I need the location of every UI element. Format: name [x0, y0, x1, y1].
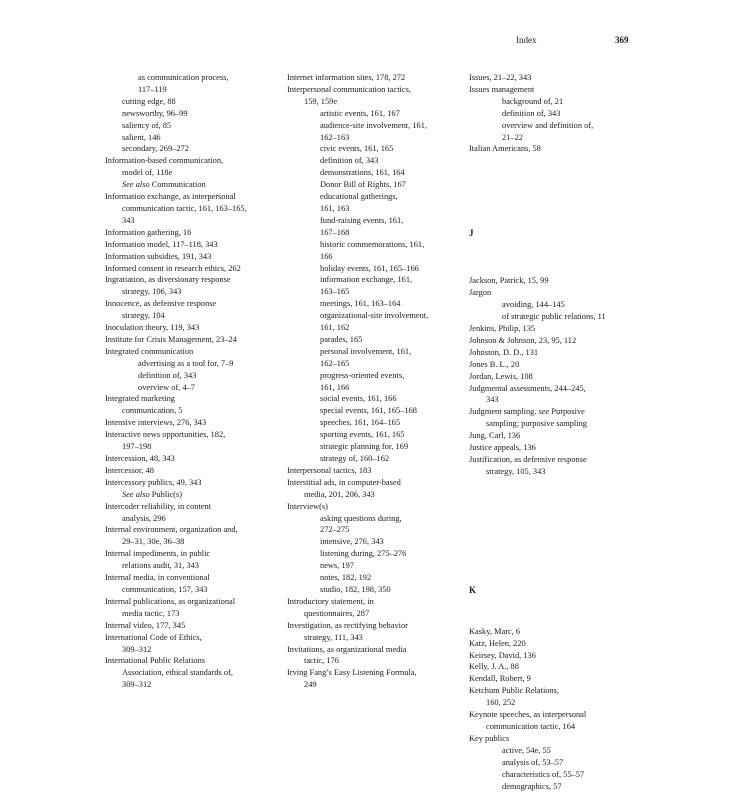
- index-entry-text: audience-site involvement, 161,: [320, 120, 427, 130]
- index-entry: [469, 275, 641, 287]
- index-entry: [105, 298, 277, 310]
- index-entry: [287, 441, 459, 453]
- index-entry: [287, 584, 459, 596]
- index-entry-text: Intercession, 48, 343: [105, 454, 175, 463]
- index-entry-text: Jackson, Patrick, 15, 99: [469, 276, 549, 286]
- index-entry: [287, 477, 459, 489]
- index-entry-text: intensive, 276, 343: [320, 537, 384, 547]
- index-entry-text: Association, ethical standards of,: [122, 668, 233, 678]
- index-entry: [469, 394, 641, 406]
- index-entry: [469, 359, 641, 371]
- index-entry: [469, 661, 641, 673]
- index-entry-text: 272–275: [320, 525, 350, 535]
- index-group-j: [469, 275, 641, 477]
- index-entry: [469, 697, 641, 709]
- index-entry-text: 161, 163: [320, 203, 350, 213]
- index-entry-text: Italian Americans, 58: [469, 144, 541, 154]
- index-entry-text: Internal video, 177, 345: [105, 620, 186, 630]
- index-entry: [469, 418, 641, 430]
- index-entry: [105, 143, 277, 155]
- index-entry-text: meetings, 161, 163–164: [320, 299, 401, 309]
- index-entry-text: Interactive news opportunities, 182,: [105, 430, 226, 440]
- index-entry: [469, 781, 641, 793]
- index-entry: [287, 620, 459, 632]
- index-entry: [105, 644, 277, 656]
- index-entry: [469, 638, 641, 650]
- index-entry: [287, 644, 459, 656]
- index-entry-text: communication tactic, 161, 163–165,: [122, 203, 247, 213]
- index-entry-text: 249: [304, 680, 317, 690]
- index-column-1: [105, 72, 277, 691]
- index-entry: [287, 393, 459, 405]
- index-entry-text: salient, 146: [122, 132, 161, 142]
- index-entry-text: progress-oriented events,: [320, 370, 405, 380]
- index-entry: [105, 584, 277, 596]
- index-entry-text: Kelly, J. A., 88: [469, 662, 519, 672]
- index-entry: [105, 477, 277, 489]
- index-entry: [287, 155, 459, 167]
- index-entry: [287, 84, 459, 96]
- index-entry-text: Irving Fang’s Easy Listening Formula,: [287, 668, 417, 678]
- index-entry-text: Keirsey, David, 136: [469, 650, 536, 660]
- header-section-title: Index: [516, 35, 537, 45]
- index-entry: [469, 96, 641, 108]
- index-entry-text: Invitations, as organizational media: [287, 644, 407, 654]
- index-entry: [287, 108, 459, 120]
- index-entry-text: cutting edge, 88: [122, 96, 176, 106]
- index-entry-text: Donor Bill of Rights, 167: [320, 180, 406, 190]
- see-also-label: See also: [122, 489, 150, 499]
- index-entry: [469, 347, 641, 359]
- index-entry-text: definition of, 343: [138, 370, 197, 380]
- index-entry: [105, 72, 277, 84]
- index-entry: [287, 227, 459, 239]
- index-entry: [469, 442, 641, 454]
- index-entry: [105, 393, 277, 405]
- index-entry-text: Intercessory publics, 49, 343: [105, 477, 202, 487]
- index-entry: [105, 84, 277, 96]
- index-entry-text: Justice appeals, 136: [469, 443, 536, 453]
- index-entry: [469, 673, 641, 685]
- index-entry-text: Information model, 117–118, 343: [105, 239, 218, 249]
- index-entry: [287, 608, 459, 620]
- index-entry-text: strategy, 104: [122, 311, 165, 321]
- index-entry-text: 21–22: [502, 132, 523, 142]
- index-entry: [469, 120, 641, 132]
- index-entry-text: Johnson & Johnson, 23, 95, 112: [469, 335, 577, 345]
- index-entry: [105, 453, 277, 465]
- index-entry: [105, 370, 277, 382]
- index-entry-text: Information subsidies, 191, 343: [105, 251, 212, 261]
- index-entry: [287, 72, 459, 84]
- index-entry-text: Key publics: [469, 733, 510, 743]
- index-entry: [105, 167, 277, 179]
- index-entry-text: Institute for Crisis Management, 23–24: [105, 334, 237, 344]
- index-entry-text: Investigation, as rectifying behavior: [287, 620, 408, 630]
- index-entry-text: fund-raising events, 161,: [320, 215, 404, 225]
- index-entry-text: active, 54e, 55: [502, 745, 551, 755]
- index-entry-text: strategic planning for, 169: [320, 442, 409, 452]
- index-entry-text: Inoculation theory, 119, 343: [105, 323, 200, 333]
- index-entry: [105, 179, 277, 191]
- index-entry: [469, 108, 641, 120]
- index-entry: [287, 96, 459, 108]
- index-entry-text: Issues management: [469, 84, 535, 94]
- index-entry-text: 159, 159e: [304, 96, 338, 106]
- index-entry: [287, 417, 459, 429]
- index-entry-text: communication tactic, 164: [486, 722, 576, 731]
- page-number: 369: [615, 35, 629, 45]
- index-entry-text: Jung, Carl, 136: [469, 431, 521, 441]
- index-entry-text: Jordan, Lewis, 108: [469, 371, 533, 381]
- index-entry: [287, 358, 459, 370]
- index-entry: [105, 417, 277, 429]
- index-entry-text: historic commemorations, 161,: [320, 239, 425, 249]
- index-entry: [105, 513, 277, 525]
- index-entry: [105, 655, 277, 667]
- index-entry-text: Justification, as defensive response: [469, 454, 587, 464]
- index-entry: [287, 453, 459, 465]
- index-entry-text: parades, 165: [320, 334, 363, 344]
- index-entry: [105, 489, 277, 501]
- index-entry-text: saliency of, 85: [122, 120, 172, 130]
- index-entry-text: International Public Relations: [105, 656, 206, 666]
- index-entry-text: Communication: [149, 180, 206, 190]
- index-entry: [105, 596, 277, 608]
- index-entry-text: Judgment sampling.: [469, 407, 539, 417]
- index-entry-text: Information gathering, 16: [105, 227, 192, 237]
- index-entry: [469, 299, 641, 311]
- index-entry-text: Kasky, Marc, 6: [469, 626, 521, 636]
- index-entry: [287, 203, 459, 215]
- index-entry-text: Intercoder reliability, in content: [105, 501, 211, 511]
- index-entry-text: Interpersonal tactics, 183: [287, 465, 372, 475]
- index-entry: [105, 274, 277, 286]
- index-entry-text: Intercessor, 48: [105, 465, 154, 475]
- index-entry: [105, 322, 277, 334]
- index-entry: [287, 263, 459, 275]
- index-entry: [105, 465, 277, 477]
- index-entry-text: asking questions during,: [320, 513, 402, 523]
- see-label: see: [538, 407, 550, 417]
- section-letter-k: K: [469, 584, 477, 595]
- index-entry: [287, 632, 459, 644]
- section-letter-j: J: [469, 228, 474, 239]
- index-entry-text: educational gatherings,: [320, 192, 398, 202]
- running-header: [0, 33, 735, 47]
- index-entry-text: model of, 118e: [122, 168, 173, 178]
- index-entry: [469, 769, 641, 781]
- index-entry-text: 309–312: [122, 680, 152, 690]
- index-entry-text: 162–165: [320, 358, 350, 368]
- index-entry: [105, 120, 277, 132]
- index-entry-text: characteristics of, 55–57: [502, 769, 585, 779]
- index-entry: [469, 709, 641, 721]
- index-entry-text: relations audit, 31, 343: [122, 561, 199, 571]
- index-entry: [105, 667, 277, 679]
- index-entry: [287, 239, 459, 251]
- index-entry: [469, 72, 641, 84]
- index-entry: [469, 323, 641, 335]
- index-entry-text: media, 201, 206, 343: [304, 489, 375, 499]
- index-entry: [469, 371, 641, 383]
- index-entry: [105, 632, 277, 644]
- index-entry: [469, 650, 641, 662]
- index-entry: [287, 548, 459, 560]
- index-entry-text: personal involvement, 161,: [320, 346, 412, 356]
- index-entry: [105, 358, 277, 370]
- index-entry: [287, 167, 459, 179]
- index-entry-text: strategy of, 160–162: [320, 454, 390, 463]
- index-entry: [105, 286, 277, 298]
- index-entry-text: Public(s): [149, 489, 183, 499]
- index-entry: [469, 383, 641, 395]
- index-entry: [287, 120, 459, 132]
- index-entry: [287, 310, 459, 322]
- index-entry: [105, 382, 277, 394]
- index-entry: [105, 548, 277, 560]
- index-entry-text: Internet information sites, 178, 272: [287, 73, 406, 82]
- index-entry: [105, 108, 277, 120]
- index-entry: [469, 721, 641, 733]
- index-entry: [287, 465, 459, 477]
- index-entry: [105, 215, 277, 227]
- index-entry-text: Informed consent in research ethics, 262: [105, 263, 241, 273]
- see-also-label: See also: [122, 180, 150, 190]
- index-entry-text: 29–31, 30e, 36–38: [122, 537, 185, 547]
- index-entry: [469, 311, 641, 323]
- index-entry: [469, 757, 641, 769]
- index-entry: [287, 191, 459, 203]
- index-entry: [287, 501, 459, 513]
- index-entry-text: organizational-site involvement,: [320, 311, 429, 321]
- index-entry-text: strategy, 105, 343: [486, 466, 546, 476]
- index-entry: [105, 608, 277, 620]
- index-entry-text: 309–312: [122, 644, 152, 654]
- index-entry-text: 160, 252: [486, 698, 516, 708]
- index-entry: [105, 560, 277, 572]
- index-entry-text: communication, 157, 343: [122, 584, 208, 594]
- index-entry: [287, 274, 459, 286]
- index-entry-text: demonstrations, 161, 164: [320, 168, 405, 178]
- index-entry: [287, 524, 459, 536]
- index-entry-text: sporting events, 161, 165: [320, 430, 405, 440]
- index-group-i: [469, 72, 641, 155]
- index-entry: [105, 536, 277, 548]
- index-entry-text: 163–165: [320, 287, 350, 297]
- index-entry-text: definition of, 343: [320, 156, 379, 166]
- index-entry-text: analysis, 296: [122, 513, 166, 523]
- index-entry: [469, 406, 641, 418]
- index-entry: [105, 620, 277, 632]
- index-entry-text: listening during, 275–276: [320, 549, 407, 559]
- index-entry: [469, 287, 641, 299]
- index-entry: [287, 655, 459, 667]
- index-entry-text: Internal impediments, in public: [105, 549, 211, 559]
- index-entry: [469, 84, 641, 96]
- index-entry-text: Internal environment, organization and,: [105, 525, 238, 535]
- index-entry-text: Integrated marketing: [105, 394, 175, 404]
- index-entry-text: civic events, 161, 165: [320, 144, 394, 154]
- index-entry: [105, 429, 277, 441]
- index-entry-text: Judgmental assessments, 244–245,: [469, 383, 586, 393]
- index-entry-text: advertising as a tool for, 7–9: [138, 358, 234, 368]
- index-entry: [105, 263, 277, 275]
- index-entry: [105, 310, 277, 322]
- index-entry-text: Jargon: [469, 288, 492, 298]
- index-entry-text: Innocence, as defensive response: [105, 299, 217, 309]
- index-entry: [287, 572, 459, 584]
- index-entry-text: Jenkins, Philip, 135: [469, 323, 536, 333]
- index-entry-text: strategy, 111, 343: [304, 632, 363, 642]
- index-entry-text: of strategic public relations, 11: [502, 312, 606, 322]
- index-entry-text: Katz, Helen, 220: [469, 638, 526, 648]
- index-entry-text: Kendall, Robert, 9: [469, 674, 531, 684]
- index-entry: [105, 227, 277, 239]
- index-entry-text: avoiding, 144–145: [502, 300, 565, 310]
- index-entry: [469, 132, 641, 144]
- index-entry: [469, 685, 641, 697]
- index-entry: [287, 143, 459, 155]
- index-entry: [287, 429, 459, 441]
- index-entry: [287, 679, 459, 691]
- index-entry: [469, 626, 641, 638]
- index-entry-text: as communication process,: [138, 73, 229, 82]
- index-entry-text: social events, 161, 166: [320, 394, 397, 404]
- index-entry-text: Interstitial ads, in computer-based: [287, 477, 401, 487]
- index-entry-text: Jones B. L., 20: [469, 359, 520, 369]
- index-entry-text: Interview(s): [287, 501, 328, 511]
- index-entry: [105, 155, 277, 167]
- index-entry-text: overview of, 4–7: [138, 382, 195, 392]
- index-entry-text: 343: [122, 215, 135, 225]
- index-entry-text: secondary, 269–272: [122, 144, 189, 154]
- index-entry: [287, 489, 459, 501]
- index-entry: [105, 501, 277, 513]
- index-entry: [105, 441, 277, 453]
- index-entry: [287, 334, 459, 346]
- index-entry: [105, 679, 277, 691]
- index-entry: [287, 132, 459, 144]
- index-entry: [287, 346, 459, 358]
- index-entry: [105, 572, 277, 584]
- index-entry: [469, 430, 641, 442]
- index-entry: [469, 733, 641, 745]
- index-entry-text: overview and definition of,: [502, 120, 594, 130]
- index-entry: [469, 745, 641, 757]
- index-entry-text: media tactic, 173: [122, 608, 180, 618]
- index-entry: [287, 596, 459, 608]
- index-entry-text: 197–198: [122, 442, 152, 452]
- index-entry-text: Intensive interviews, 276, 343: [105, 418, 207, 428]
- index-entry-text: strategy, 106, 343: [122, 287, 182, 297]
- index-entry-text: artistic events, 161, 167: [320, 108, 400, 118]
- index-entry: [105, 405, 277, 417]
- index-entry-text: speeches, 161, 164–165: [320, 418, 401, 428]
- index-entry: [469, 454, 641, 466]
- index-entry: [105, 524, 277, 536]
- index-entry-text: International Code of Ethics,: [105, 632, 202, 642]
- index-entry-text: holiday events, 161, 165–166: [320, 263, 419, 273]
- index-entry-text: studio, 182, 198, 350: [320, 584, 391, 594]
- index-entry-text: Purposive: [549, 407, 585, 417]
- index-entry: [287, 215, 459, 227]
- index-entry-text: 117–119: [138, 84, 167, 94]
- index-entry-text: questionnaires, 287: [304, 608, 370, 618]
- index-entry-text: sampling; purposive sampling: [486, 419, 587, 429]
- index-entry-text: Interpersonal communication tactics,: [287, 84, 411, 94]
- index-entry: [287, 370, 459, 382]
- index-entry: [287, 513, 459, 525]
- index-entry: [287, 382, 459, 394]
- index-entry-text: information exchange, 161,: [320, 275, 413, 285]
- index-entry-text: Issues, 21–22, 343: [469, 73, 532, 82]
- index-entry-text: Introductory statement, in: [287, 596, 374, 606]
- index-entry-text: Information exchange, as interpersonal: [105, 192, 236, 202]
- index-entry: [287, 536, 459, 548]
- index-entry-text: notes, 182, 192: [320, 573, 372, 583]
- index-entry: [287, 251, 459, 263]
- index-entry-text: 161, 166: [320, 382, 350, 392]
- index-entry-text: demographics, 57: [502, 781, 562, 791]
- index-entry: [105, 203, 277, 215]
- index-entry-text: 343: [486, 395, 499, 405]
- index-entry: [287, 405, 459, 417]
- index-entry: [469, 466, 641, 478]
- index-entry: [105, 334, 277, 346]
- index-entry: [287, 179, 459, 191]
- index-entry: [105, 239, 277, 251]
- index-entry-text: Johnston, D. D., 131: [469, 347, 539, 357]
- index-entry: [287, 560, 459, 572]
- index-entry: [287, 298, 459, 310]
- index-entry-text: background of, 21: [502, 96, 564, 106]
- index-entry-text: Ingratiation, as diversionary response: [105, 275, 231, 285]
- index-entry: [287, 322, 459, 334]
- index-entry-text: 167–168: [320, 227, 350, 237]
- index-entry-text: Keynote speeches, as interpersonal: [469, 710, 587, 720]
- index-entry: [287, 286, 459, 298]
- index-entry-text: special events, 161, 165–168: [320, 406, 417, 416]
- index-entry-text: analysis of, 53–57: [502, 757, 564, 767]
- index-entry: [287, 667, 459, 679]
- index-column-2: [287, 72, 459, 691]
- index-column-3: [469, 72, 641, 792]
- index-entry: [469, 335, 641, 347]
- index-entry: [105, 191, 277, 203]
- index-entry: [105, 251, 277, 263]
- index-entry-text: tactic, 176: [304, 656, 339, 666]
- index-entry-text: definition of, 343: [502, 108, 561, 118]
- index-entry-text: communication, 5: [122, 406, 183, 416]
- index-entry-text: Integrated communication: [105, 346, 194, 356]
- index-entry: [469, 143, 641, 155]
- index-entry-text: Information-based communication,: [105, 156, 224, 166]
- index-entry-text: 161, 162: [320, 323, 350, 333]
- index-entry: [105, 96, 277, 108]
- index-entry-text: Internal media, in conventional: [105, 573, 210, 583]
- index-entry-text: Internal publications, as organizational: [105, 596, 236, 606]
- index-entry: [105, 346, 277, 358]
- index-entry: [105, 132, 277, 144]
- index-entry-text: news, 197: [320, 561, 354, 571]
- index-entry-text: 166: [320, 251, 333, 261]
- index-entry-text: Ketchum Public Relations,: [469, 686, 560, 696]
- index-entry-text: 162–163: [320, 132, 350, 142]
- index-entry-text: newsworthy, 96–99: [122, 108, 188, 118]
- index-group-k: [469, 626, 641, 793]
